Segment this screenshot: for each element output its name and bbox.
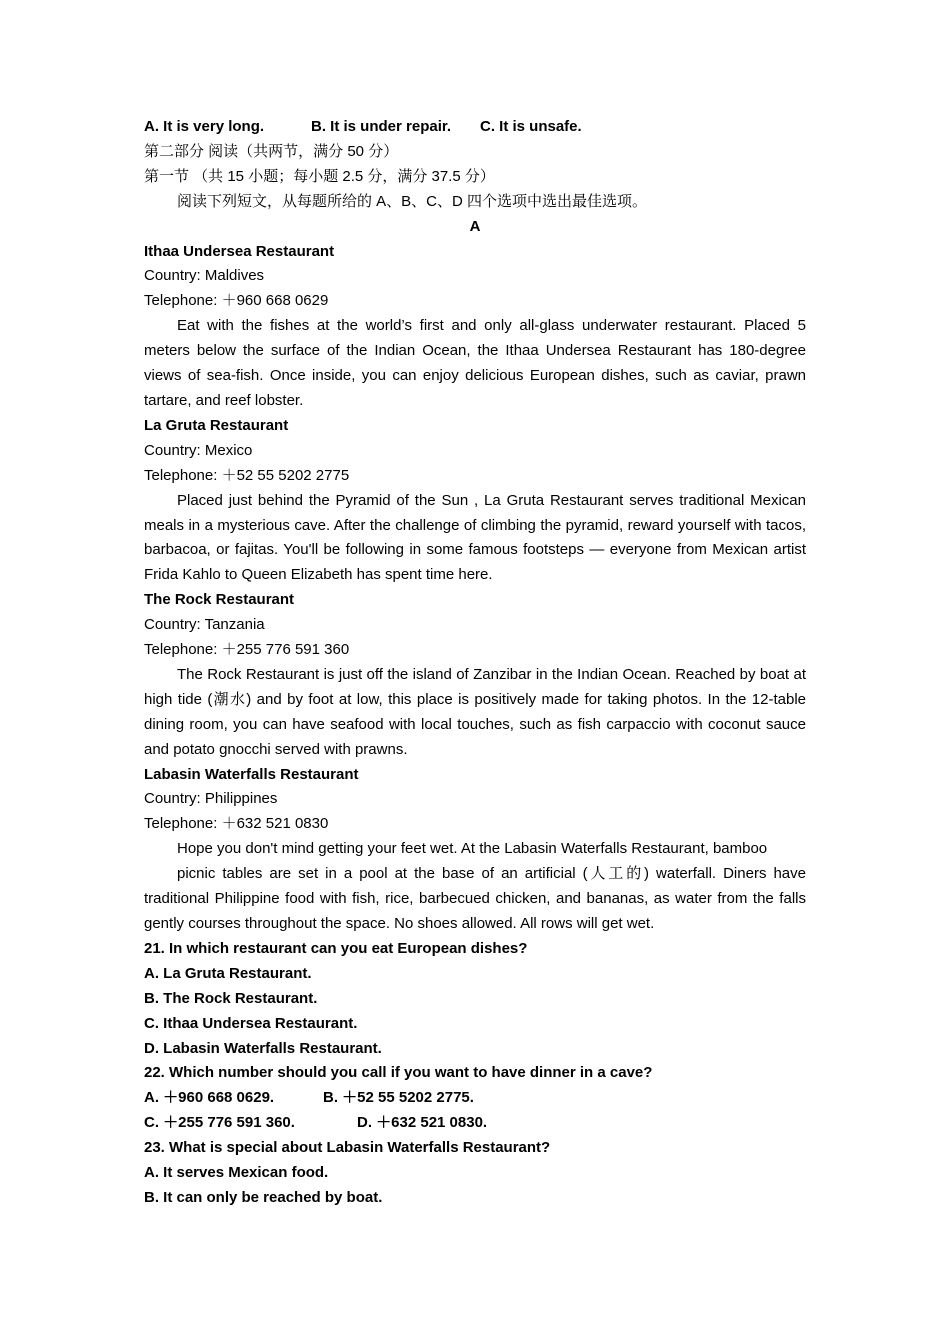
restaurant-telephone: Telephone: ＋632 521 0830 [144,815,329,833]
restaurant-labasin [144,763,806,937]
option-b: B. It is under repair. [311,118,452,135]
option-a: A. It is very long. [144,118,265,135]
restaurant-la-gruta [144,414,806,588]
restaurant-country: Country: Maldives [144,267,265,285]
question-stem: 22. Which number should you call if you want to have dinner in a cave? [144,1064,653,1082]
answer-option-b: B. It can only be reached by boat. [144,1188,383,1206]
restaurant-description-first-line: Hope you don't mind getting your feet wet. At the Labasin Waterfalls Restaurant, bamboo [177,840,768,858]
restaurant-description: Eat with the fishes at the world’s first and only all-glass underwater restaurant. Placed 5 meters below the surface of the Indian Ocean, the Ithaa Undersea Restaurant has 180-degree views of sea-fish. Once inside, you can enjoy delicious European dishes, such as caviar, prawn tartare, and reef lobster. [144,317,806,409]
exam-page [144,115,806,1211]
question-21 [144,937,806,1062]
option-c: C. It is unsafe. [480,118,582,135]
previous-question-options [144,115,806,140]
passage-label: A [469,217,481,235]
answer-option-a: A. It serves Mexican food. [144,1164,329,1182]
answer-option-c: C. ＋255 776 591 360. [144,1114,295,1132]
restaurant-name: The Rock Restaurant [144,591,295,609]
restaurant-country: Country: Philippines [144,790,278,808]
subsection-header: 第一节 （共 15 小题；每小题 2.5 分，满分 37.5 分） [144,167,495,185]
question-stem: 21. In which restaurant can you eat European dishes? [144,939,528,957]
question-stem: 23. What is special about Labasin Waterfalls Restaurant? [144,1139,551,1157]
answer-option-d: D. ＋632 521 0830. [357,1114,488,1132]
restaurant-country: Country: Mexico [144,441,253,459]
restaurant-name: Ithaa Undersea Restaurant [144,242,335,260]
restaurant-telephone: Telephone: ＋52 55 5202 2775 [144,466,350,484]
restaurant-description: Placed just behind the Pyramid of the Sun , La Gruta Restaurant serves traditional Mexican meals in a mysterious cave. After the challenge of climbing the pyramid, reward yourself with tacos, barbacoa, or fajitas. You'll be following in some famous footsteps — everyone from Mexican artist Frida Kahlo to Queen Elizabeth has spent time here. [144,491,806,584]
answer-option-a: A. ＋960 668 0629. [144,1089,275,1107]
answer-option-b: B. ＋52 55 5202 2775. [323,1089,474,1107]
answer-option-c: C. Ithaa Undersea Restaurant. [144,1014,358,1032]
question-23 [144,1136,806,1211]
restaurant-name: Labasin Waterfalls Restaurant [144,765,359,783]
question-22 [144,1061,806,1136]
answer-option-a: A. La Gruta Restaurant. [144,964,312,982]
restaurant-description-rest: picnic tables are set in a pool at the base of an artificial (人工的) waterfall. Diners have traditional Philippine food with fish, rice, barbecued chicken, and bananas, as water from the falls gently courses throughout the space. No shoes allowed. All rows will get wet. [144,865,806,932]
restaurant-telephone: Telephone: ＋255 776 591 360 [144,641,350,659]
instruction: 阅读下列短文，从每题所给的 A、B、C、D 四个选项中选出最佳选项。 [177,192,648,210]
restaurant-the-rock [144,588,806,762]
restaurant-ithaa [144,240,806,414]
restaurant-country: Country: Tanzania [144,616,265,634]
answer-option-d: D. Labasin Waterfalls Restaurant. [144,1039,382,1057]
restaurant-description: The Rock Restaurant is just off the island of Zanzibar in the Indian Ocean. Reached by boat at high tide (潮水) and by foot at low, this place is positively made for taking photos. In the 12-table dining room, you can have seafood with local touches, such as fish carpaccio with coconut sauce and potato gnocchi served with prawns. [144,665,806,758]
answer-option-b: B. The Rock Restaurant. [144,989,318,1007]
restaurant-name: La Gruta Restaurant [144,416,289,434]
section-header: 第二部分 阅读（共两节，满分 50 分） [144,142,399,160]
restaurant-telephone: Telephone: ＋960 668 0629 [144,292,329,310]
